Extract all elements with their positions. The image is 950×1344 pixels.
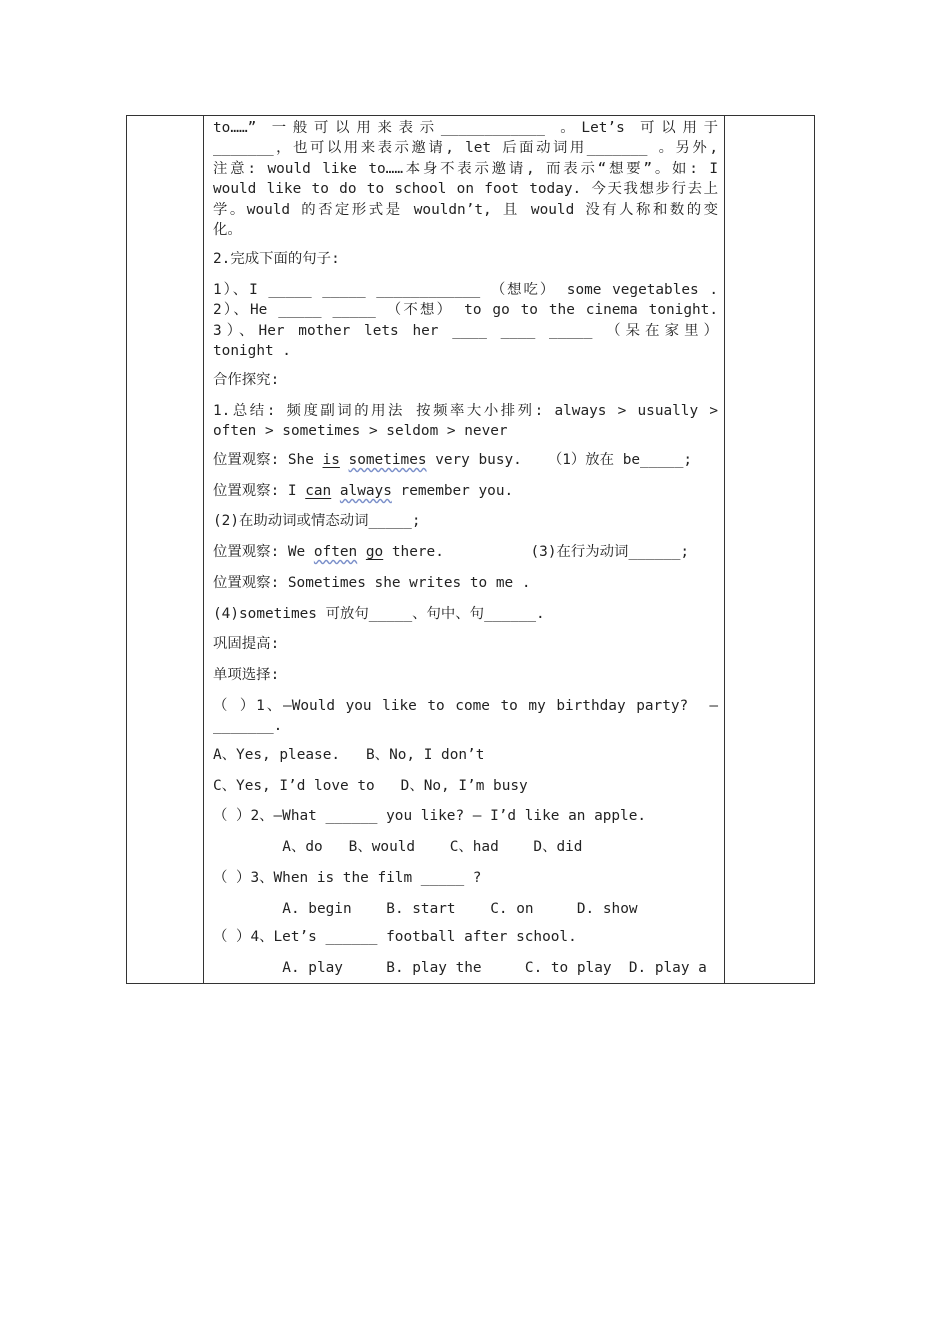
exercise-sentence-3-end: tonight . [213,343,291,359]
left-column-divider [203,116,204,983]
question-1-answer-blank: _______. [213,718,283,734]
question-3-options: A. begin B. start C. on D. show [213,901,638,917]
wavy-word-always: always [339,483,392,499]
grammar-note-line-4: would like to do to school on foot today. 今天我想步行去上 [213,181,718,197]
exercise-sentence-2: 2）、He _____ _____ （不想） to go to the cinema tonight. [213,302,718,318]
wavy-word-often: often [313,544,358,560]
grammar-note-line-1: to……” 一般可以用来表示____________ 。Let’s 可以用于 [213,120,718,136]
grammar-note-line-6: 化。 [213,222,242,238]
question-1-options-c-d: C、Yes, I’d love to D、No, I’m busy [213,778,528,794]
question-4-options: A. play B. play the C. to play D. play a [213,960,707,976]
question-2: （ ）2、—What ______ you like? — I’d like an apple. [213,808,647,824]
lesson-table [126,115,815,984]
position-observation-1: 位置观察: She is sometimes very busy. （1）放在 be_____; [213,452,693,468]
question-3: （ ）3、When is the film _____ ? [213,870,482,886]
question-1-options-a-b: A、Yes, please. B、No, I don’t [213,747,485,763]
underlined-word-can: can [305,483,332,499]
section-heading-multiple-choice: 单项选择: [213,667,280,683]
section-heading-complete-sentences: 2.完成下面的句子: [213,251,340,267]
exercise-sentence-1: 1）、I _____ _____ ____________ （想吃） some vegetables . [213,282,718,298]
position-observation-3: 位置观察: We often go there. (3)在行为动词______; [213,544,690,560]
right-column-divider [724,116,725,983]
section-heading-consolidation: 巩固提高: [213,636,280,652]
wavy-word-sometimes: sometimes [348,452,427,468]
question-4: （ ）4、Let’s ______ football after school. [213,929,577,945]
frequency-adverbs-summary: 1.总结: 频度副词的用法 按频率大小排列: always > usually > [213,403,718,419]
rule-auxiliary-modal: (2)在助动词或情态动词_____; [213,513,421,529]
exercise-sentence-3: 3）、Her mother lets her ____ ____ _____ （呆在家里） [213,323,718,339]
grammar-note-line-5: 学。would 的否定形式是 wouldn’t, 且 would 没有人称和数的变 [213,202,718,218]
question-1: （ ）1、—Would you like to come to my birthday party? — [213,698,718,714]
frequency-adverbs-order: often > sometimes > seldom > never [213,423,508,439]
underlined-word-go: go [365,544,384,560]
underlined-word-is: is [322,452,340,468]
question-2-options: A、do B、would C、had D、did [213,839,583,855]
position-observation-2: 位置观察: I can always remember you. [213,483,514,499]
grammar-note-line-2: _______，也可以用来表示邀请, let 后面动词用_______ 。另外, [213,140,718,156]
section-heading-cooperative-inquiry: 合作探究: [213,372,280,388]
grammar-note-line-3: 注意: would like to……本身不表示邀请, 而表示“想要”。如: I [213,161,718,177]
position-observation-4: 位置观察: Sometimes she writes to me . [213,575,531,591]
rule-sometimes-position: (4)sometimes 可放句_____、句中、句______. [213,606,545,622]
